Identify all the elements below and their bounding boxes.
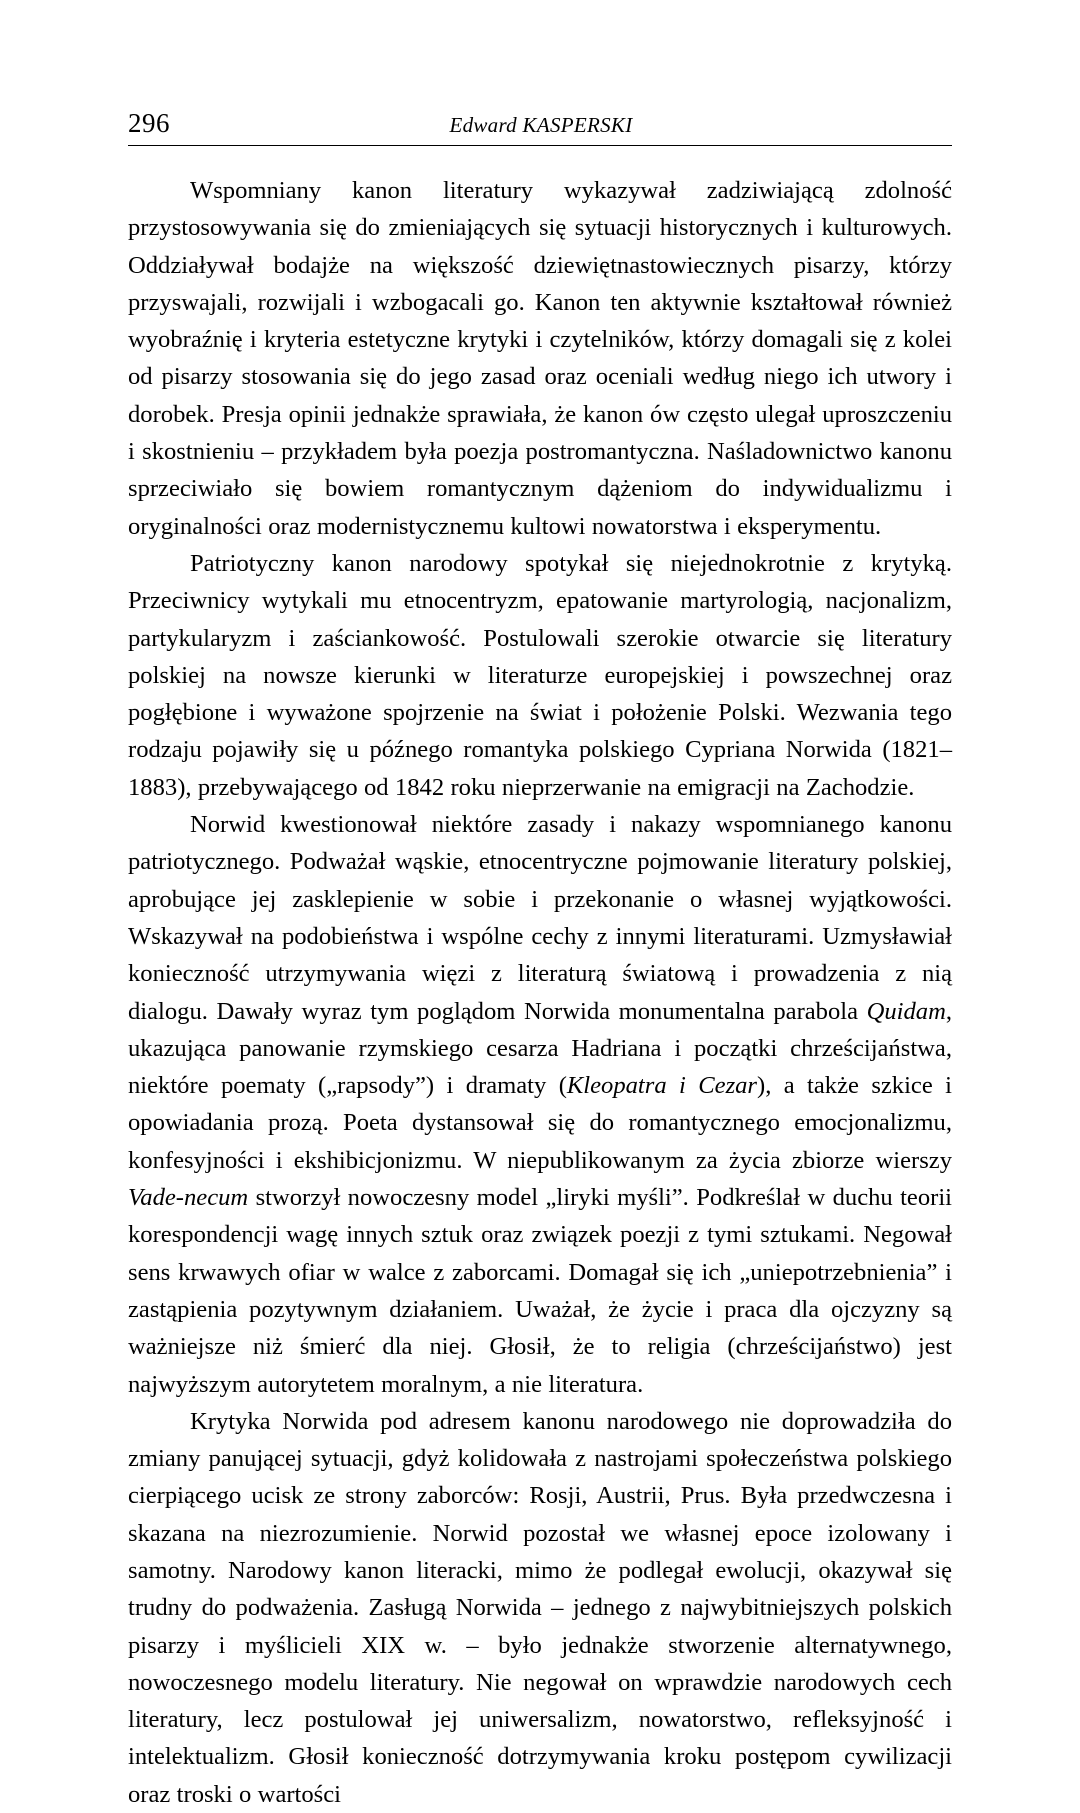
page-number: 296 xyxy=(128,108,170,138)
paragraph-4: Krytyka Norwida pod adresem kanonu narodowego nie doprowadziła do zmiany panującej sytuacji, gdyż kolidowała z nastrojami społeczeństwa polskiego cierpiącego ucisk ze strony zaborców: Rosji, Austrii, Prus. Była przedwczesna i skazana na niezrozumienie. Norwid pozostał we własnej epoce izolowany i samotny. Narodowy kanon literacki, mimo że podlegał ewolucji, okazywał się trudny do podważenia. Zasługą Norwida – jednego z najwybitniejszych polskich pisarzy i myślicieli XIX w. – było jednakże stworzenie alternatywnego, nowoczesnego modelu literatury. Nie negował on wprawdzie narodowych cech literatury, lecz postulował jej uniwersalizm, nowatorstwo, refleksyjność i intelektualizm. Głosił konieczność dotrzymywania kroku postępom cywilizacji oraz troski o wartości xyxy=(128,1407,952,1808)
running-head xyxy=(128,108,952,146)
paragraph-2: Patriotyczny kanon narodowy spotykał się niejednokrotnie z krytyką. Przeciwnicy wytykali mu etnocentryzm, epatowanie martyrologią, nacjonalizm, partykularyzm i zaściankowość. Postulowali szerokie otwarcie się literatury polskiej na nowsze kierunki w literaturze europejskiej i powszechnej oraz pogłębione i wyważone spojrzenie na świat i położenie Polski. Wezwania tego rodzaju pojawiły się u późnego romantyka polskiego Cypriana Norwida (1821–1883), przebywającego od 1842 roku nieprzerwanie na emigracji na Zachodzie. xyxy=(128,549,952,801)
running-head-title: Edward KASPERSKI xyxy=(449,113,633,137)
page-content xyxy=(128,108,952,1813)
paragraph-3: Norwid kwestionował niektóre zasady i nakazy wspomnianego kanonu patriotycznego. Podważał wąskie, etnocentryczne pojmowanie literatury polskiej, aprobujące jej zasklepienie w sobie i przekonanie o własnej wyjątkowości. Wskazywał na podobieństwa i wspólne cechy z innymi literaturami. Uzmysławiał konieczność utrzymywania więzi z literaturą światową i prowadzenia z nią dialogu. Dawały wyraz tym poglądom Norwida monumentalna parabola Quidam, ukazująca panowanie rzymskiego cesarza Hadriana i początki chrześcijaństwa, niektóre poematy („rapsody”) i dramaty (Kleopatra i Cezar), a także szkice i opowiadania prozą. Poeta dystansował się do romantycznego emocjonalizmu, konfesyjności i ekshibicjonizmu. W niepublikowanym za życia zbiorze wierszy Vade-necum stworzył nowoczesny model „liryki myśli”. Podkreślał w duchu teorii korespondencji wagę innych sztuk oraz związek poezji z tymi sztukami. Negował sens krwawych ofiar w walce z zaborcami. Domagał się ich „uniepotrzebnienia” i zastąpienia pozytywnym działaniem. Uważał, że życie i praca dla ojczyzny są ważniejsze niż śmierć dla niej. Głosił, że to religia (chrześcijaństwo) jest najwyższym autorytetem moralnym, a nie literatura. xyxy=(128,811,952,1398)
body-text xyxy=(128,172,952,1813)
paragraph-1: Wspomniany kanon literatury wykazywał zadziwiającą zdolność przystosowywania się do zmieniających się sytuacji historycznych i kulturowych. Oddziaływał bodajże na większość dziewiętnastowiecznych pisarzy, którzy przyswajali, rozwijali i wzbogacali go. Kanon ten aktywnie kształtował również wyobraźnię i kryteria estetyczne krytyki i czytelników, którzy domagali się z kolei od pisarzy stosowania się do jego zasad oraz oceniali według niego ich utwory i dorobek. Presja opinii jednakże sprawiała, że kanon ów często ulegał uproszczeniu i skostnieniu – przykładem była poezja postromantyczna. Naśladownictwo kanonu sprzeciwiało się bowiem romantycznym dążeniom do indywidualizmu i oryginalności oraz modernistycznemu kultowi nowatorstwa i eksperymentu. xyxy=(128,177,952,540)
